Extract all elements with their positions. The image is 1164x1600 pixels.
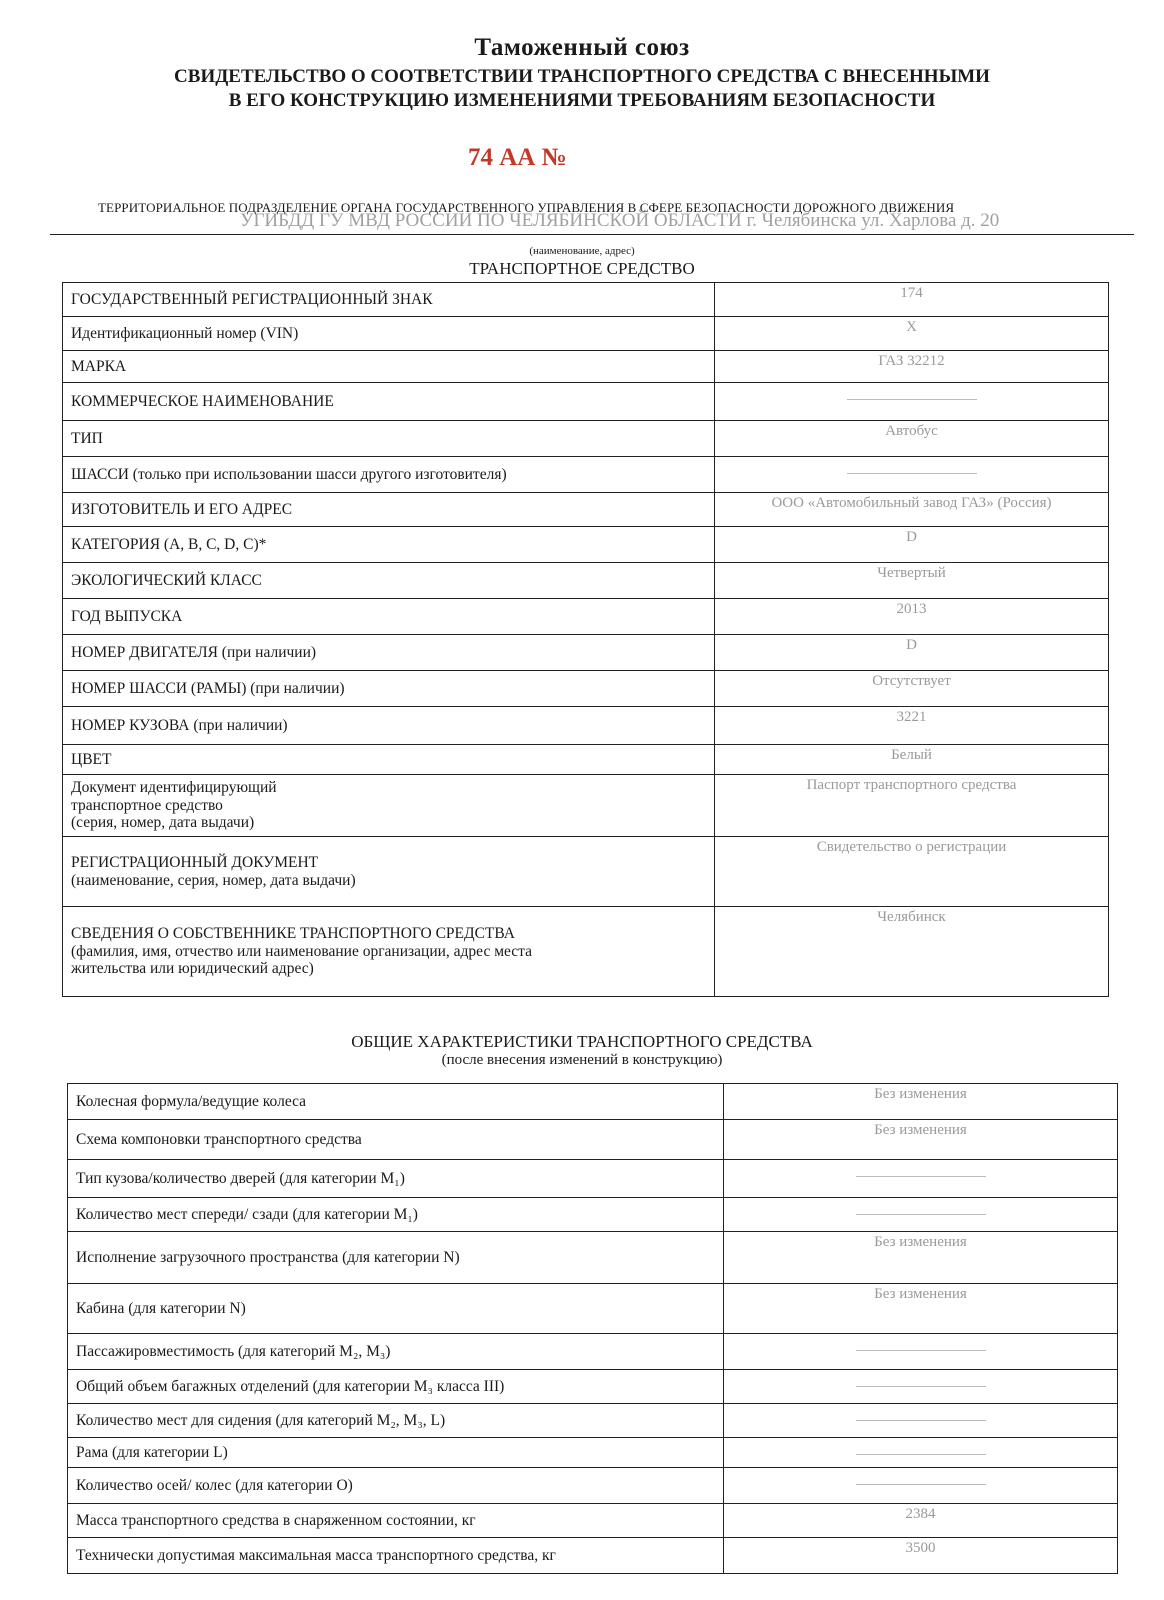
- vehicle-row-label: КАТЕГОРИЯ (A, B, C, D, C)*: [63, 527, 715, 563]
- general-row-label: Количество осей/ колес (для категории O): [68, 1468, 724, 1504]
- vehicle-row-value: Свидетельство о регистрации: [715, 837, 1109, 907]
- authority-underline: [50, 234, 1134, 235]
- vehicle-row-value: Челябинск: [715, 907, 1109, 997]
- vehicle-row: [63, 351, 1109, 383]
- vehicle-row-value: Паспорт транспортного средства: [715, 775, 1109, 837]
- vehicle-row-value: D: [715, 635, 1109, 671]
- general-row-value: 3500: [724, 1538, 1118, 1574]
- vehicle-row-value: ООО «Автомобильный завод ГАЗ» (Россия): [715, 493, 1109, 527]
- general-row-value: 2384: [724, 1504, 1118, 1538]
- vehicle-row-value: Отсутствует: [715, 671, 1109, 707]
- vehicle-row: [63, 563, 1109, 599]
- general-row-value: [724, 1334, 1118, 1370]
- general-row: [68, 1468, 1118, 1504]
- general-row-label: Количество мест спереди/ сзади (для категории M₁): [68, 1198, 724, 1232]
- vehicle-row-label: ГОД ВЫПУСКА: [63, 599, 715, 635]
- vehicle-row: [63, 907, 1109, 997]
- vehicle-row: [63, 527, 1109, 563]
- vehicle-row-label: СВЕДЕНИЯ О СОБСТВЕННИКЕ ТРАНСПОРТНОГО СРЕДСТВА (фамилия, имя, отчество или наименование организации, адрес места жительства или юридический адрес): [63, 907, 715, 997]
- union-title: Таможенный союз: [474, 34, 690, 61]
- general-row: [68, 1370, 1118, 1404]
- vehicle-row: [63, 745, 1109, 775]
- vehicle-row-label: НОМЕР КУЗОВА (при наличии): [63, 707, 715, 745]
- general-row: [68, 1198, 1118, 1232]
- general-section-title: ОБЩИЕ ХАРАКТЕРИСТИКИ ТРАНСПОРТНОГО СРЕДСТВА: [351, 1032, 813, 1051]
- vehicle-row: [63, 283, 1109, 317]
- vehicle-row-label: ТИП: [63, 421, 715, 457]
- vehicle-row: [63, 493, 1109, 527]
- vehicle-row-value: Четвертый: [715, 563, 1109, 599]
- general-row: [68, 1404, 1118, 1438]
- vehicle-row: [63, 383, 1109, 421]
- vehicle-row: [63, 775, 1109, 837]
- general-row: [68, 1120, 1118, 1160]
- general-table: [67, 1083, 1118, 1574]
- general-row-value: Без изменения: [724, 1084, 1118, 1120]
- vehicle-row-value: X: [715, 317, 1109, 351]
- general-row: [68, 1084, 1118, 1120]
- vehicle-row-label: ШАССИ (только при использовании шасси другого изготовителя): [63, 457, 715, 493]
- general-row-label: Колесная формула/ведущие колеса: [68, 1084, 724, 1120]
- general-row: [68, 1284, 1118, 1334]
- empty-field-dash: [847, 473, 977, 474]
- vehicle-row-label: МАРКА: [63, 351, 715, 383]
- empty-field-dash: [856, 1386, 986, 1387]
- vehicle-row: [63, 837, 1109, 907]
- vehicle-row: [63, 457, 1109, 493]
- empty-field-dash: [847, 399, 977, 400]
- certificate-title-line2: В ЕГО КОНСТРУКЦИЮ ИЗМЕНЕНИЯМИ ТРЕБОВАНИЯМ БЕЗОПАСНОСТИ: [228, 90, 936, 111]
- vehicle-row-value: [715, 383, 1109, 421]
- general-row-value: [724, 1198, 1118, 1232]
- empty-field-dash: [856, 1214, 986, 1215]
- vehicle-row-label: ЦВЕТ: [63, 745, 715, 775]
- vehicle-row: [63, 635, 1109, 671]
- vehicle-row-value: 3221: [715, 707, 1109, 745]
- general-row-value: [724, 1404, 1118, 1438]
- vehicle-row-label: ЭКОЛОГИЧЕСКИЙ КЛАСС: [63, 563, 715, 599]
- vehicle-row-value: Белый: [715, 745, 1109, 775]
- general-row: [68, 1334, 1118, 1370]
- empty-field-dash: [856, 1176, 986, 1177]
- authority-label: ТЕРРИТОРИАЛЬНОЕ ПОДРАЗДЕЛЕНИЕ ОРГАНА ГОСУДАРСТВЕННОГО УПРАВЛЕНИЯ В СФЕРЕ БЕЗОПАСНОСТИ ДОРОЖНОГО ДВИЖЕНИЯ: [98, 200, 955, 215]
- general-row: [68, 1160, 1118, 1198]
- empty-field-dash: [856, 1454, 986, 1455]
- general-row-label: Схема компоновки транспортного средства: [68, 1120, 724, 1160]
- vehicle-row-label: РЕГИСТРАЦИОННЫЙ ДОКУМЕНТ (наименование, серия, номер, дата выдачи): [63, 837, 715, 907]
- general-row-label: Технически допустимая максимальная масса транспортного средства, кг: [68, 1538, 724, 1574]
- empty-field-dash: [856, 1484, 986, 1485]
- empty-field-dash: [856, 1420, 986, 1421]
- vehicle-row: [63, 317, 1109, 351]
- vehicle-row-value: [715, 457, 1109, 493]
- vehicle-row-label: ИЗГОТОВИТЕЛЬ И ЕГО АДРЕС: [63, 493, 715, 527]
- general-row: [68, 1438, 1118, 1468]
- vehicle-row-label: Идентификационный номер (VIN): [63, 317, 715, 351]
- general-section-subtitle: (после внесения изменений в конструкцию): [441, 1052, 723, 1068]
- vehicle-row-label: Документ идентифицирующий транспортное средство (серия, номер, дата выдачи): [63, 775, 715, 837]
- serial-number: 74 АА №: [468, 144, 567, 171]
- vehicle-row-value: ГАЗ 32212: [715, 351, 1109, 383]
- vehicle-row-label: НОМЕР ШАССИ (РАМЫ) (при наличии): [63, 671, 715, 707]
- vehicle-row: [63, 671, 1109, 707]
- general-row-value: [724, 1438, 1118, 1468]
- general-row-label: Кабина (для категории N): [68, 1284, 724, 1334]
- vehicle-row-label: НОМЕР ДВИГАТЕЛЯ (при наличии): [63, 635, 715, 671]
- vehicle-row-value: D: [715, 527, 1109, 563]
- general-row-value: Без изменения: [724, 1232, 1118, 1284]
- general-row-value: [724, 1370, 1118, 1404]
- general-row-label: Пассажировместимость (для категорий M₂, M₃): [68, 1334, 724, 1370]
- vehicle-row-label: ГОСУДАРСТВЕННЫЙ РЕГИСТРАЦИОННЫЙ ЗНАК: [63, 283, 715, 317]
- general-row-value: [724, 1468, 1118, 1504]
- general-row-label: Исполнение загрузочного пространства (для категории N): [68, 1232, 724, 1284]
- general-row-value: Без изменения: [724, 1120, 1118, 1160]
- vehicle-section-title: ТРАНСПОРТНОЕ СРЕДСТВО: [469, 259, 695, 278]
- vehicle-row-value: 2013: [715, 599, 1109, 635]
- general-row-value: [724, 1160, 1118, 1198]
- vehicle-table: [62, 282, 1109, 997]
- general-row-value: Без изменения: [724, 1284, 1118, 1334]
- certificate-title-line1: СВИДЕТЕЛЬСТВО О СООТВЕТСТВИИ ТРАНСПОРТНОГО СРЕДСТВА С ВНЕСЕННЫМИ: [174, 66, 990, 87]
- vehicle-row: [63, 707, 1109, 745]
- authority-value: УГИБДД ГУ МВД РОССИИ ПО ЧЕЛЯБИНСКОЙ ОБЛАСТИ г. Челябинска ул. Харлова д. 20: [240, 210, 1000, 231]
- general-row-label: Общий объем багажных отделений (для категории M₃ класса III): [68, 1370, 724, 1404]
- vehicle-row: [63, 421, 1109, 457]
- vehicle-row-value: 174: [715, 283, 1109, 317]
- general-row: [68, 1504, 1118, 1538]
- general-row-label: Рама (для категории L): [68, 1438, 724, 1468]
- general-row-label: Количество мест для сидения (для категорий M₂, M₃, L): [68, 1404, 724, 1438]
- vehicle-row: [63, 599, 1109, 635]
- vehicle-row-label: КОММЕРЧЕСКОЕ НАИМЕНОВАНИЕ: [63, 383, 715, 421]
- general-row: [68, 1232, 1118, 1284]
- empty-field-dash: [856, 1350, 986, 1351]
- vehicle-row-value: Автобус: [715, 421, 1109, 457]
- general-row-label: Масса транспортного средства в снаряженном состоянии, кг: [68, 1504, 724, 1538]
- general-row-label: Тип кузова/количество дверей (для категории M₁): [68, 1160, 724, 1198]
- general-row: [68, 1538, 1118, 1574]
- authority-caption: (наименование, адрес): [529, 245, 635, 257]
